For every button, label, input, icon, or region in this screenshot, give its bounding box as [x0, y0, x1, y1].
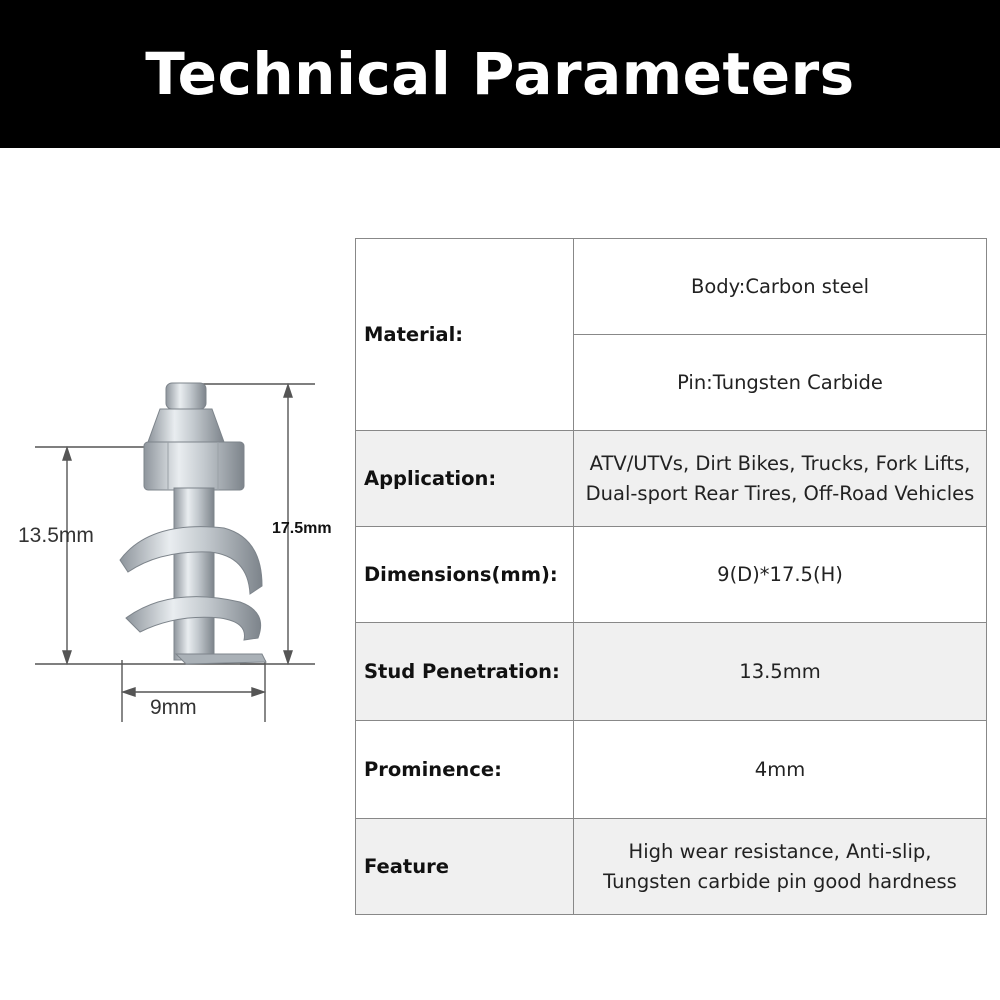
- row-value: Body:Carbon steel: [574, 239, 987, 335]
- table-row-feature: [356, 819, 987, 915]
- page-title: Technical Parameters: [145, 40, 855, 108]
- dimension-label-height: 17.5mm: [272, 520, 332, 537]
- table-row-dimensions: [356, 527, 987, 623]
- dimension-label-diameter: 9mm: [150, 696, 197, 719]
- table-row-prominence: [356, 721, 987, 819]
- stud-collar: [148, 409, 224, 442]
- table-row-application: [356, 431, 987, 527]
- row-label: Dimensions(mm):: [356, 527, 574, 623]
- row-label: Stud Penetration:: [356, 623, 574, 721]
- row-value: High wear resistance, Anti-slip, Tungsten carbide pin good hardness: [574, 819, 987, 915]
- dimension-label-penetration: 13.5mm: [18, 524, 94, 547]
- row-label: Prominence:: [356, 721, 574, 819]
- row-value: 13.5mm: [574, 623, 987, 721]
- row-label: Application:: [356, 431, 574, 527]
- table-row-material: [356, 239, 987, 335]
- table-row-stud-penetration: [356, 623, 987, 721]
- row-value: 4mm: [574, 721, 987, 819]
- stud-diagram: [0, 360, 340, 740]
- row-value: 9(D)*17.5(H): [574, 527, 987, 623]
- row-label: Feature: [356, 819, 574, 915]
- stud-tip: [176, 654, 266, 664]
- row-value: Pin:Tungsten Carbide: [574, 335, 987, 431]
- row-label: Material:: [356, 239, 574, 431]
- title-banner: [0, 0, 1000, 148]
- screw-stud-illustration: [0, 360, 340, 740]
- row-value: ATV/UTVs, Dirt Bikes, Trucks, Fork Lifts, Dual-sport Rear Tires, Off-Road Vehicles: [574, 431, 987, 527]
- parameters-table: [355, 238, 987, 915]
- stud-shank: [174, 488, 214, 660]
- hex-head: [144, 442, 244, 490]
- carbide-pin: [166, 383, 206, 409]
